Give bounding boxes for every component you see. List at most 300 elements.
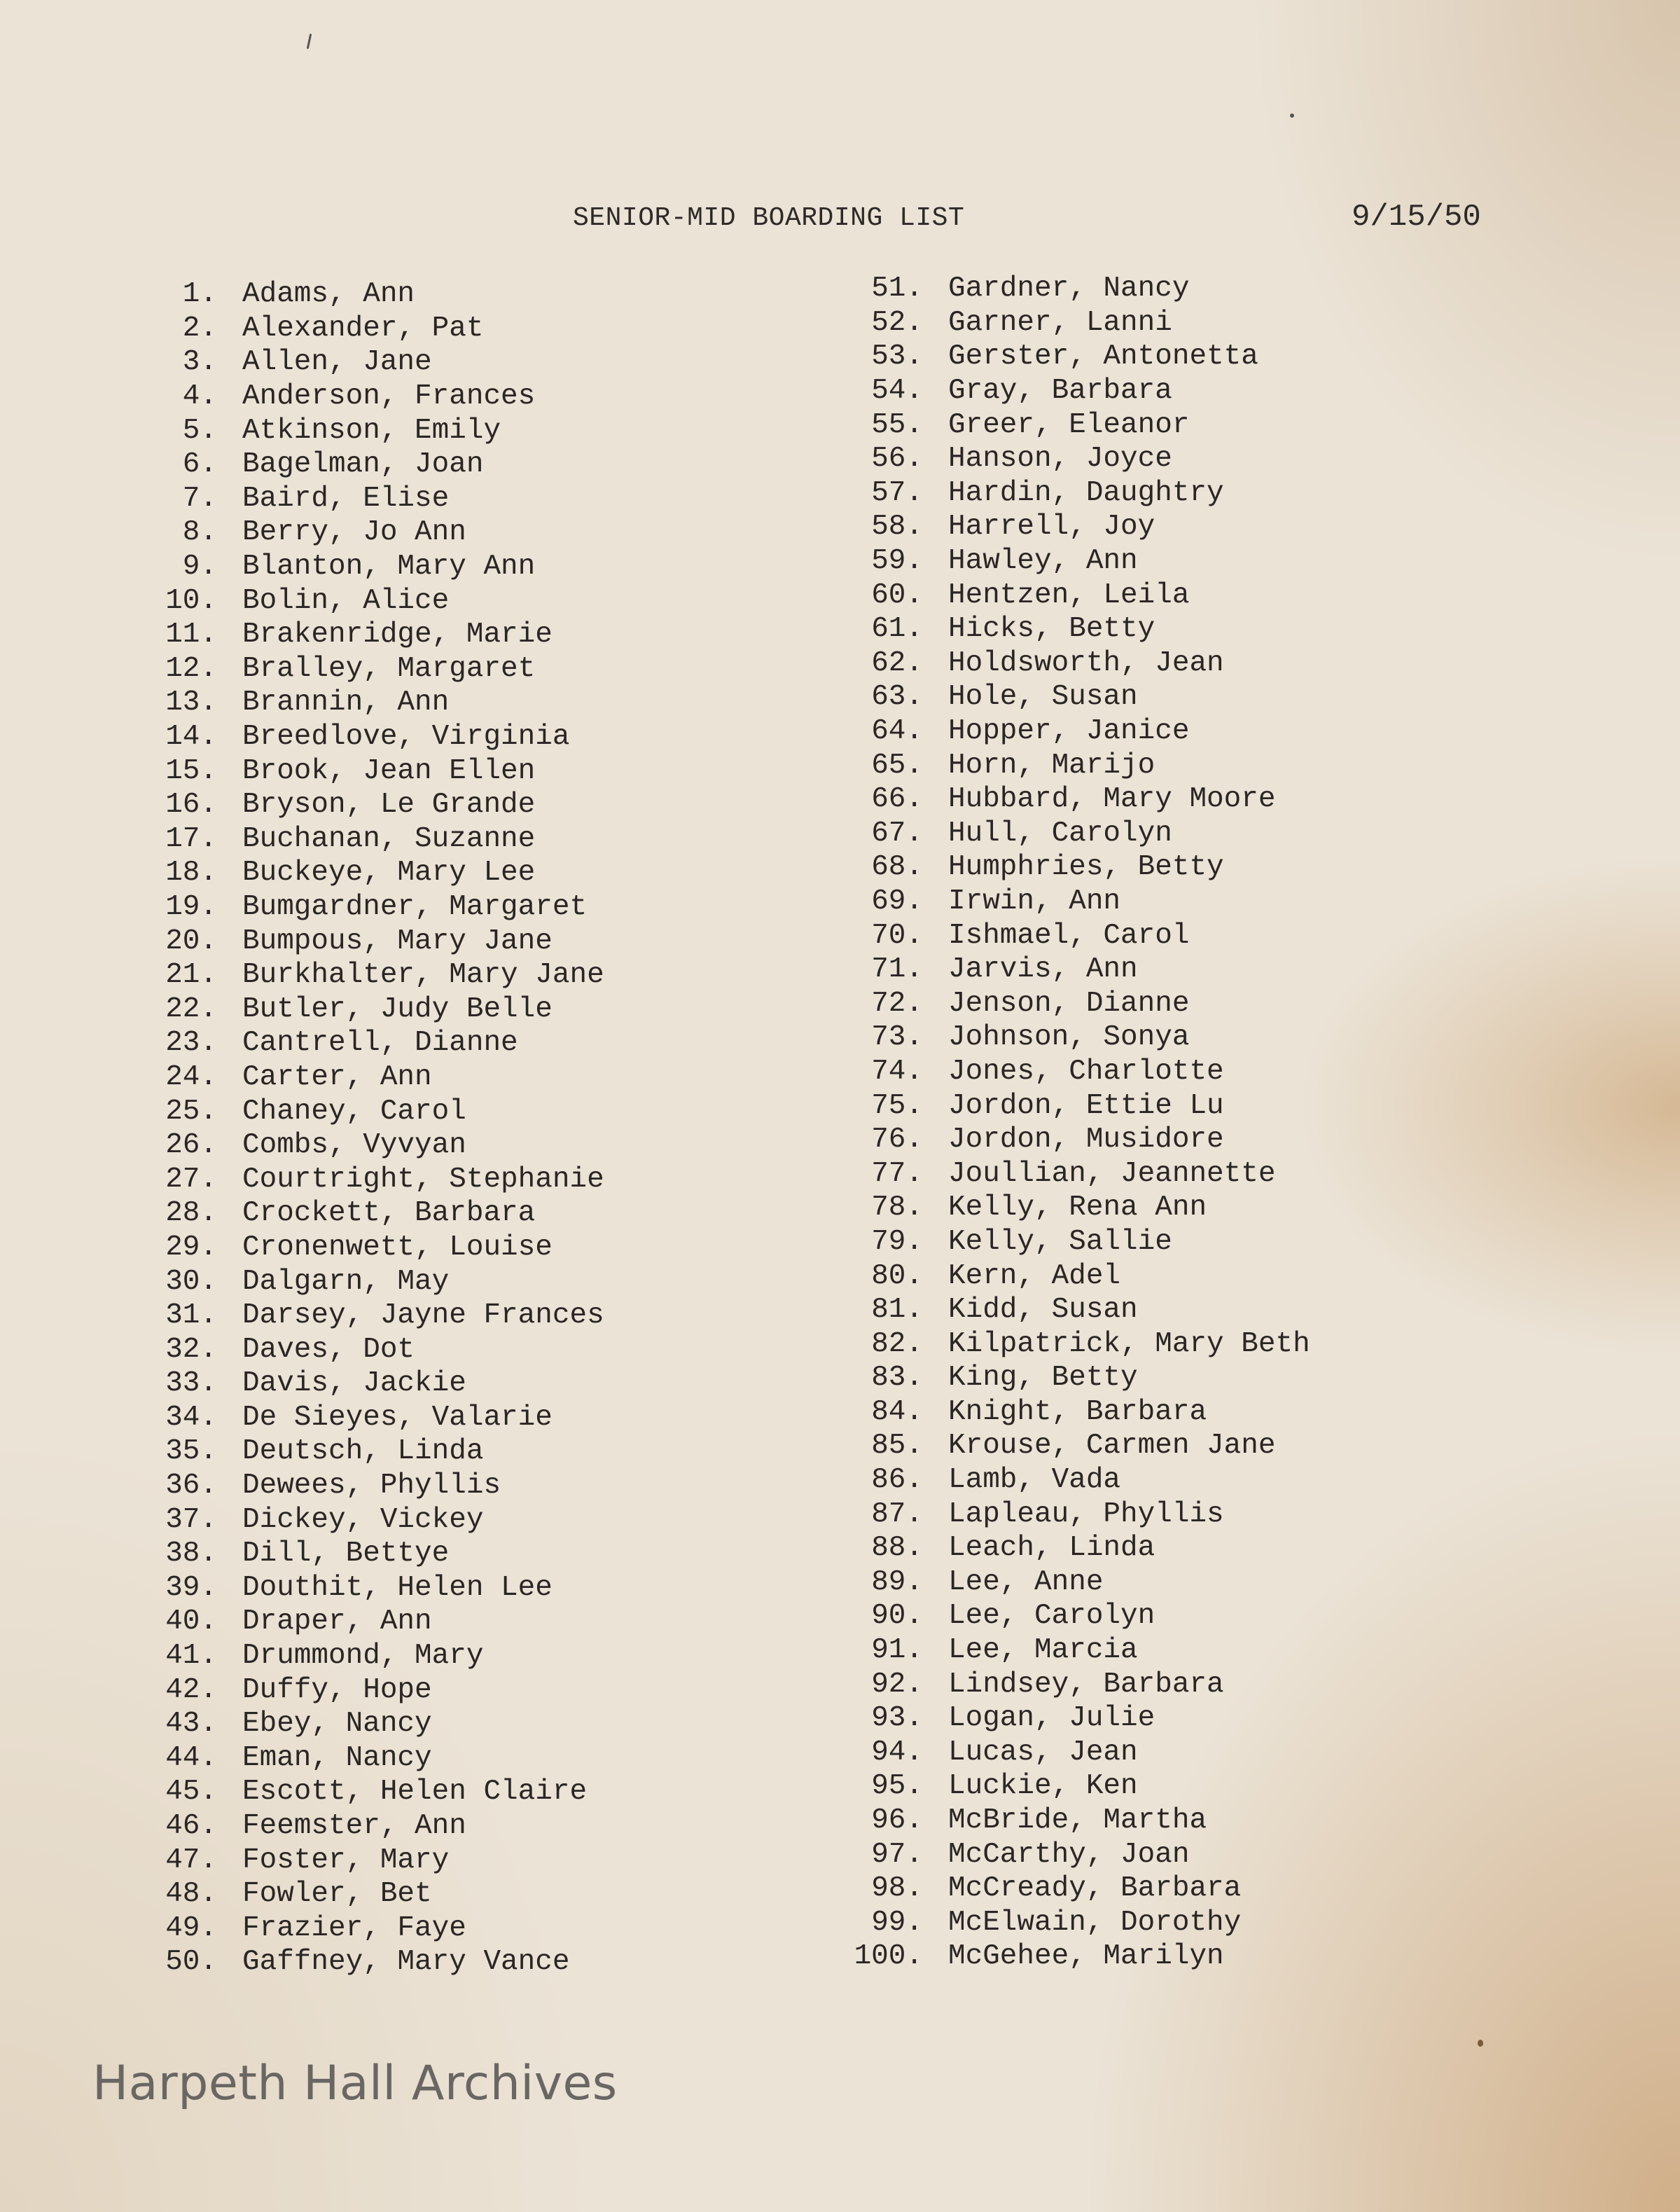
list-item-number: 84.	[871, 1395, 923, 1428]
list-item	[826, 1123, 1310, 1157]
list-item	[826, 612, 1310, 647]
list-item-number: 57.	[871, 476, 923, 509]
list-item	[826, 714, 1310, 749]
list-item-number: 83.	[871, 1362, 923, 1395]
list-item-name: Horn, Marijo	[948, 749, 1155, 782]
list-item-number: 87.	[871, 1498, 923, 1530]
list-item-number: 31.	[165, 1299, 217, 1332]
list-item-number: 99.	[871, 1906, 923, 1939]
list-item	[133, 482, 604, 516]
list-item	[826, 1225, 1310, 1259]
list-item-number: 91.	[871, 1634, 923, 1667]
list-item-name: Lindsey, Barbara	[948, 1668, 1224, 1701]
list-item-number: 45.	[165, 1776, 217, 1809]
list-item-number: 88.	[871, 1532, 923, 1565]
list-item-name: Kilpatrick, Mary Beth	[948, 1327, 1310, 1360]
list-item-name: Jordon, Ettie Lu	[948, 1089, 1224, 1122]
list-item-name: Irwin, Ann	[948, 885, 1121, 918]
list-item-number: 65.	[871, 749, 923, 782]
list-item-name: Lee, Carolyn	[948, 1600, 1155, 1633]
boarding-list-right-column	[826, 272, 1310, 1974]
list-item-name: Lucas, Jean	[948, 1736, 1138, 1769]
list-item	[133, 1707, 604, 1741]
list-item-number: 11.	[165, 618, 217, 651]
list-item-name: Kern, Adel	[948, 1259, 1121, 1292]
list-item-name: Fowler, Bet	[242, 1878, 432, 1911]
list-item-name: Crockett, Barbara	[242, 1197, 536, 1230]
list-item-name: Duffy, Hope	[242, 1673, 432, 1706]
list-item-name: Feemster, Ann	[242, 1810, 466, 1843]
page-title: SENIOR-MID BOARDING LIST	[573, 203, 965, 233]
list-item	[826, 1327, 1310, 1361]
list-item	[133, 1639, 604, 1673]
list-item-name: Frazier, Faye	[242, 1912, 466, 1944]
list-item-name: Combs, Vyvyan	[242, 1129, 466, 1162]
list-item	[826, 885, 1310, 919]
list-item-number: 82.	[871, 1327, 923, 1360]
list-item-name: Drummond, Mary	[242, 1640, 484, 1673]
list-item	[133, 958, 604, 993]
list-item-number: 8.	[182, 516, 217, 549]
list-item-number: 71.	[871, 953, 923, 986]
list-item-number: 23.	[165, 1027, 217, 1060]
list-item	[826, 1633, 1310, 1668]
list-item	[133, 1162, 604, 1196]
list-item-name: Hull, Carolyn	[948, 817, 1172, 850]
list-item	[826, 340, 1310, 374]
list-item	[133, 754, 604, 788]
list-item-number: 41.	[165, 1640, 217, 1673]
list-item	[826, 1837, 1310, 1872]
list-item	[133, 1537, 604, 1571]
list-item	[133, 822, 604, 857]
list-item	[133, 788, 604, 822]
list-item	[133, 1741, 604, 1776]
list-item	[826, 374, 1310, 408]
list-item	[133, 1435, 604, 1469]
list-item-number: 14.	[165, 721, 217, 754]
list-item-number: 68.	[871, 851, 923, 884]
list-item-name: Atkinson, Emily	[242, 414, 501, 447]
list-item-number: 77.	[871, 1157, 923, 1190]
list-item-number: 18.	[165, 857, 217, 890]
list-item-number: 36.	[165, 1470, 217, 1502]
list-item-name: Berry, Jo Ann	[242, 516, 466, 549]
list-item-number: 50.	[165, 1946, 217, 1979]
list-item	[133, 413, 604, 448]
list-item-name: Baird, Elise	[242, 482, 450, 515]
list-item-name: Escott, Helen Claire	[242, 1776, 588, 1809]
list-item-name: Brook, Jean Ellen	[242, 754, 536, 787]
list-item	[133, 1196, 604, 1231]
list-item-number: 47.	[165, 1844, 217, 1876]
list-item	[133, 1231, 604, 1265]
list-item-name: Gardner, Nancy	[948, 272, 1190, 305]
list-item-name: Burkhalter, Mary Jane	[242, 959, 604, 992]
list-item-number: 66.	[871, 783, 923, 816]
list-item-name: Lee, Marcia	[948, 1634, 1138, 1667]
list-item-name: Bumpous, Mary Jane	[242, 925, 553, 958]
list-item-number: 70.	[871, 919, 923, 952]
list-item-name: Bryson, Le Grande	[242, 789, 536, 822]
list-item	[826, 1293, 1310, 1327]
list-item-name: Adams, Ann	[242, 278, 415, 311]
list-item-number: 42.	[165, 1673, 217, 1706]
list-item-name: Luckie, Ken	[948, 1770, 1138, 1803]
list-item-number: 33.	[165, 1367, 217, 1400]
list-item-number: 61.	[871, 613, 923, 646]
list-item	[133, 1877, 604, 1912]
list-item-name: Leach, Linda	[948, 1532, 1155, 1565]
list-item-number: 7.	[182, 482, 217, 515]
list-item-name: Johnson, Sonya	[948, 1021, 1190, 1054]
list-item	[826, 1463, 1310, 1498]
list-item-name: Chaney, Carol	[242, 1095, 466, 1128]
list-item-number: 54.	[871, 375, 923, 408]
list-item	[133, 992, 604, 1026]
list-item-name: Hardin, Daughtry	[948, 476, 1224, 509]
list-item-number: 49.	[165, 1912, 217, 1944]
list-item	[133, 1673, 604, 1707]
archive-watermark: Harpeth Hall Archives	[92, 2056, 618, 2111]
list-item	[133, 1571, 604, 1605]
list-item-name: Harrell, Joy	[948, 511, 1155, 544]
list-item-name: McElwain, Dorothy	[948, 1906, 1242, 1939]
list-item	[826, 986, 1310, 1021]
list-item-name: Dill, Bettye	[242, 1537, 450, 1570]
list-item-name: Logan, Julie	[948, 1702, 1155, 1735]
list-item	[133, 277, 604, 312]
list-item	[826, 408, 1310, 442]
list-item	[133, 380, 604, 414]
list-item-name: Eman, Nancy	[242, 1741, 432, 1774]
list-item-number: 53.	[871, 340, 923, 373]
list-item-number: 86.	[871, 1464, 923, 1497]
boarding-list-left-column	[133, 277, 604, 1979]
list-item-number: 63.	[871, 681, 923, 714]
list-item-number: 100.	[854, 1940, 923, 1973]
list-item	[826, 1736, 1310, 1770]
list-item	[826, 1667, 1310, 1701]
list-item-number: 25.	[165, 1095, 217, 1128]
list-item-name: Bolin, Alice	[242, 584, 450, 617]
list-item-name: Bumgardner, Margaret	[242, 890, 588, 923]
list-item	[826, 850, 1310, 885]
list-item-number: 96.	[871, 1804, 923, 1837]
list-item-number: 55.	[871, 408, 923, 441]
list-item-number: 38.	[165, 1537, 217, 1570]
list-item-name: Cantrell, Dianne	[242, 1027, 518, 1060]
list-item-name: Hawley, Ann	[948, 545, 1138, 578]
list-item-number: 78.	[871, 1191, 923, 1224]
list-item-number: 62.	[871, 647, 923, 679]
list-item-name: Gaffney, Mary Vance	[242, 1946, 570, 1979]
list-item-number: 30.	[165, 1265, 217, 1298]
list-item	[133, 1469, 604, 1503]
list-item	[826, 1088, 1310, 1123]
list-item	[826, 1769, 1310, 1804]
list-item-name: Hubbard, Mary Moore	[948, 783, 1276, 816]
list-item-name: King, Betty	[948, 1362, 1138, 1395]
list-item	[826, 1429, 1310, 1463]
list-item-number: 12.	[165, 652, 217, 685]
list-item-number: 59.	[871, 545, 923, 578]
list-item	[826, 1361, 1310, 1395]
list-item-number: 34.	[165, 1401, 217, 1434]
list-item	[826, 510, 1310, 544]
list-item-number: 75.	[871, 1089, 923, 1122]
paper-speck	[307, 34, 312, 49]
list-item-name: Jarvis, Ann	[948, 953, 1138, 986]
list-item	[133, 1264, 604, 1299]
list-item-name: Blanton, Mary Ann	[242, 551, 536, 583]
list-item-number: 26.	[165, 1129, 217, 1162]
list-item-name: Deutsch, Linda	[242, 1435, 484, 1468]
list-item-number: 79.	[871, 1225, 923, 1258]
list-item-name: Draper, Ann	[242, 1605, 432, 1638]
list-item	[133, 1299, 604, 1333]
paper-speck	[1478, 2040, 1483, 2047]
list-item-name: Holdsworth, Jean	[948, 647, 1224, 679]
list-item-number: 27.	[165, 1163, 217, 1196]
list-item-name: Ishmael, Carol	[948, 919, 1190, 952]
list-item-number: 98.	[871, 1872, 923, 1905]
list-item	[826, 817, 1310, 851]
list-item	[826, 1599, 1310, 1633]
list-item-number: 1.	[182, 278, 217, 311]
list-item	[826, 953, 1310, 987]
list-item-number: 32.	[165, 1333, 217, 1366]
list-item	[826, 442, 1310, 476]
list-item-number: 2.	[182, 312, 217, 345]
list-item	[133, 720, 604, 754]
list-item	[826, 647, 1310, 681]
list-item-name: Kelly, Rena Ann	[948, 1191, 1207, 1224]
list-item-name: Buckeye, Mary Lee	[242, 857, 536, 890]
list-item	[133, 1094, 604, 1128]
list-item-number: 85.	[871, 1430, 923, 1463]
paper-speck	[1290, 113, 1294, 118]
list-item-number: 97.	[871, 1838, 923, 1871]
list-item	[133, 1026, 604, 1060]
list-item	[133, 1945, 604, 1979]
list-item	[133, 583, 604, 618]
list-item	[826, 476, 1310, 511]
list-item	[826, 918, 1310, 953]
list-item-name: Knight, Barbara	[948, 1395, 1207, 1428]
list-item	[133, 1367, 604, 1401]
list-item-number: 51.	[871, 272, 923, 305]
list-item-name: Buchanan, Suzanne	[242, 822, 536, 855]
list-item-number: 67.	[871, 817, 923, 850]
list-item	[826, 1531, 1310, 1565]
list-item-number: 89.	[871, 1565, 923, 1598]
list-item-number: 39.	[165, 1571, 217, 1604]
list-item-number: 92.	[871, 1668, 923, 1701]
list-item	[133, 1605, 604, 1639]
list-item-name: Courtright, Stephanie	[242, 1163, 604, 1196]
list-item-name: Douthit, Helen Lee	[242, 1571, 553, 1604]
list-item-name: Dickey, Vickey	[242, 1503, 484, 1536]
list-item-number: 76.	[871, 1124, 923, 1156]
list-item	[133, 312, 604, 346]
list-item-number: 5.	[182, 414, 217, 447]
list-item-name: Ebey, Nancy	[242, 1708, 432, 1741]
list-item-number: 94.	[871, 1736, 923, 1769]
list-item-number: 29.	[165, 1231, 217, 1264]
list-item-name: Kidd, Susan	[948, 1294, 1138, 1327]
list-item-number: 19.	[165, 890, 217, 923]
list-item-name: Greer, Eleanor	[948, 408, 1190, 441]
list-item-number: 35.	[165, 1435, 217, 1468]
list-item-name: McCarthy, Joan	[948, 1838, 1190, 1871]
list-item	[133, 652, 604, 686]
list-item-number: 90.	[871, 1600, 923, 1633]
list-item-name: Hanson, Joyce	[948, 443, 1172, 476]
list-item-number: 4.	[182, 380, 217, 413]
list-item	[133, 1912, 604, 1946]
list-item-name: Jones, Charlotte	[948, 1055, 1224, 1088]
list-item-name: Butler, Judy Belle	[242, 993, 553, 1025]
list-item-number: 22.	[165, 993, 217, 1025]
list-item-name: Allen, Jane	[242, 346, 432, 379]
list-item-number: 44.	[165, 1741, 217, 1774]
list-item-number: 16.	[165, 789, 217, 822]
list-item	[826, 1395, 1310, 1430]
list-item	[826, 748, 1310, 782]
list-item-number: 64.	[871, 715, 923, 748]
list-item	[133, 345, 604, 380]
list-item	[826, 1497, 1310, 1531]
list-item	[133, 1060, 604, 1095]
list-item-number: 24.	[165, 1060, 217, 1093]
list-item-name: De Sieyes, Valarie	[242, 1401, 553, 1434]
list-item-name: McCready, Barbara	[948, 1872, 1242, 1905]
list-item	[826, 1906, 1310, 1940]
list-item-number: 40.	[165, 1605, 217, 1638]
list-item-number: 95.	[871, 1770, 923, 1803]
list-item-number: 73.	[871, 1021, 923, 1054]
list-item	[826, 680, 1310, 714]
list-item-name: Davis, Jackie	[242, 1367, 466, 1400]
list-item-number: 43.	[165, 1708, 217, 1741]
list-item	[826, 1191, 1310, 1225]
list-item-name: Brannin, Ann	[242, 686, 450, 719]
list-item-number: 60.	[871, 579, 923, 611]
list-item-name: McGehee, Marilyn	[948, 1940, 1224, 1973]
list-item	[826, 1565, 1310, 1600]
list-item-number: 21.	[165, 959, 217, 992]
list-item	[826, 1872, 1310, 1906]
list-item	[826, 306, 1310, 340]
list-item	[826, 1156, 1310, 1191]
list-item-number: 52.	[871, 306, 923, 339]
list-item	[133, 516, 604, 550]
list-item	[826, 1940, 1310, 1974]
list-item-name: Darsey, Jayne Frances	[242, 1299, 604, 1332]
list-item-number: 28.	[165, 1197, 217, 1230]
list-item	[826, 1804, 1310, 1838]
list-item-name: Hole, Susan	[948, 681, 1138, 714]
list-item-number: 37.	[165, 1503, 217, 1536]
document-date: 9/15/50	[1352, 200, 1481, 235]
list-item	[133, 1775, 604, 1809]
list-item	[133, 924, 604, 958]
list-item	[133, 890, 604, 925]
list-item-number: 6.	[182, 448, 217, 481]
list-item-name: Breedlove, Virginia	[242, 721, 570, 754]
list-item-number: 10.	[165, 584, 217, 617]
list-item	[826, 782, 1310, 817]
list-item-number: 80.	[871, 1259, 923, 1292]
list-item-name: Dewees, Phyllis	[242, 1470, 501, 1502]
list-item-name: Carter, Ann	[242, 1060, 432, 1093]
list-item	[133, 1843, 604, 1877]
list-item-number: 56.	[871, 443, 923, 476]
list-item	[133, 1809, 604, 1844]
list-item-name: McBride, Martha	[948, 1804, 1207, 1837]
list-item-name: Gray, Barbara	[948, 375, 1172, 408]
list-item-number: 74.	[871, 1055, 923, 1088]
list-item-number: 13.	[165, 686, 217, 719]
list-item	[826, 1259, 1310, 1293]
list-item-number: 48.	[165, 1878, 217, 1911]
list-item	[133, 1128, 604, 1163]
list-item-number: 20.	[165, 925, 217, 958]
list-item-number: 69.	[871, 885, 923, 918]
list-item-name: Foster, Mary	[242, 1844, 450, 1876]
list-item-number: 17.	[165, 822, 217, 855]
list-item-name: Kelly, Sallie	[948, 1225, 1172, 1258]
list-item-number: 3.	[182, 346, 217, 379]
list-item	[133, 686, 604, 720]
list-item	[133, 618, 604, 652]
list-item-name: Gerster, Antonetta	[948, 340, 1258, 373]
list-item-name: Hentzen, Leila	[948, 579, 1190, 611]
list-item	[826, 1021, 1310, 1055]
list-item-name: Anderson, Frances	[242, 380, 536, 413]
list-item-number: 46.	[165, 1810, 217, 1843]
list-item-name: Krouse, Carmen Jane	[948, 1430, 1276, 1463]
list-item	[133, 1401, 604, 1435]
list-item	[133, 550, 604, 584]
list-item-name: Hicks, Betty	[948, 613, 1155, 646]
list-item-name: Dalgarn, May	[242, 1265, 450, 1298]
list-item-name: Lamb, Vada	[948, 1464, 1121, 1497]
list-item-name: Garner, Lanni	[948, 306, 1172, 339]
list-item	[826, 578, 1310, 612]
list-item-name: Bralley, Margaret	[242, 652, 536, 685]
list-item-name: Lapleau, Phyllis	[948, 1498, 1224, 1530]
list-item	[133, 1332, 604, 1367]
list-item-name: Alexander, Pat	[242, 312, 484, 345]
list-item-name: Joullian, Jeannette	[948, 1157, 1276, 1190]
list-item-number: 93.	[871, 1702, 923, 1735]
list-item-name: Bagelman, Joan	[242, 448, 484, 481]
list-item-name: Lee, Anne	[948, 1565, 1104, 1598]
list-item-name: Cronenwett, Louise	[242, 1231, 553, 1264]
list-item	[133, 448, 604, 482]
list-item	[133, 1502, 604, 1537]
list-item-name: Jenson, Dianne	[948, 987, 1190, 1020]
list-item-number: 81.	[871, 1294, 923, 1327]
list-item-number: 58.	[871, 511, 923, 544]
list-item	[826, 1055, 1310, 1089]
list-item-name: Humphries, Betty	[948, 851, 1224, 884]
list-item	[826, 272, 1310, 306]
list-item	[133, 856, 604, 890]
list-item	[826, 1701, 1310, 1736]
